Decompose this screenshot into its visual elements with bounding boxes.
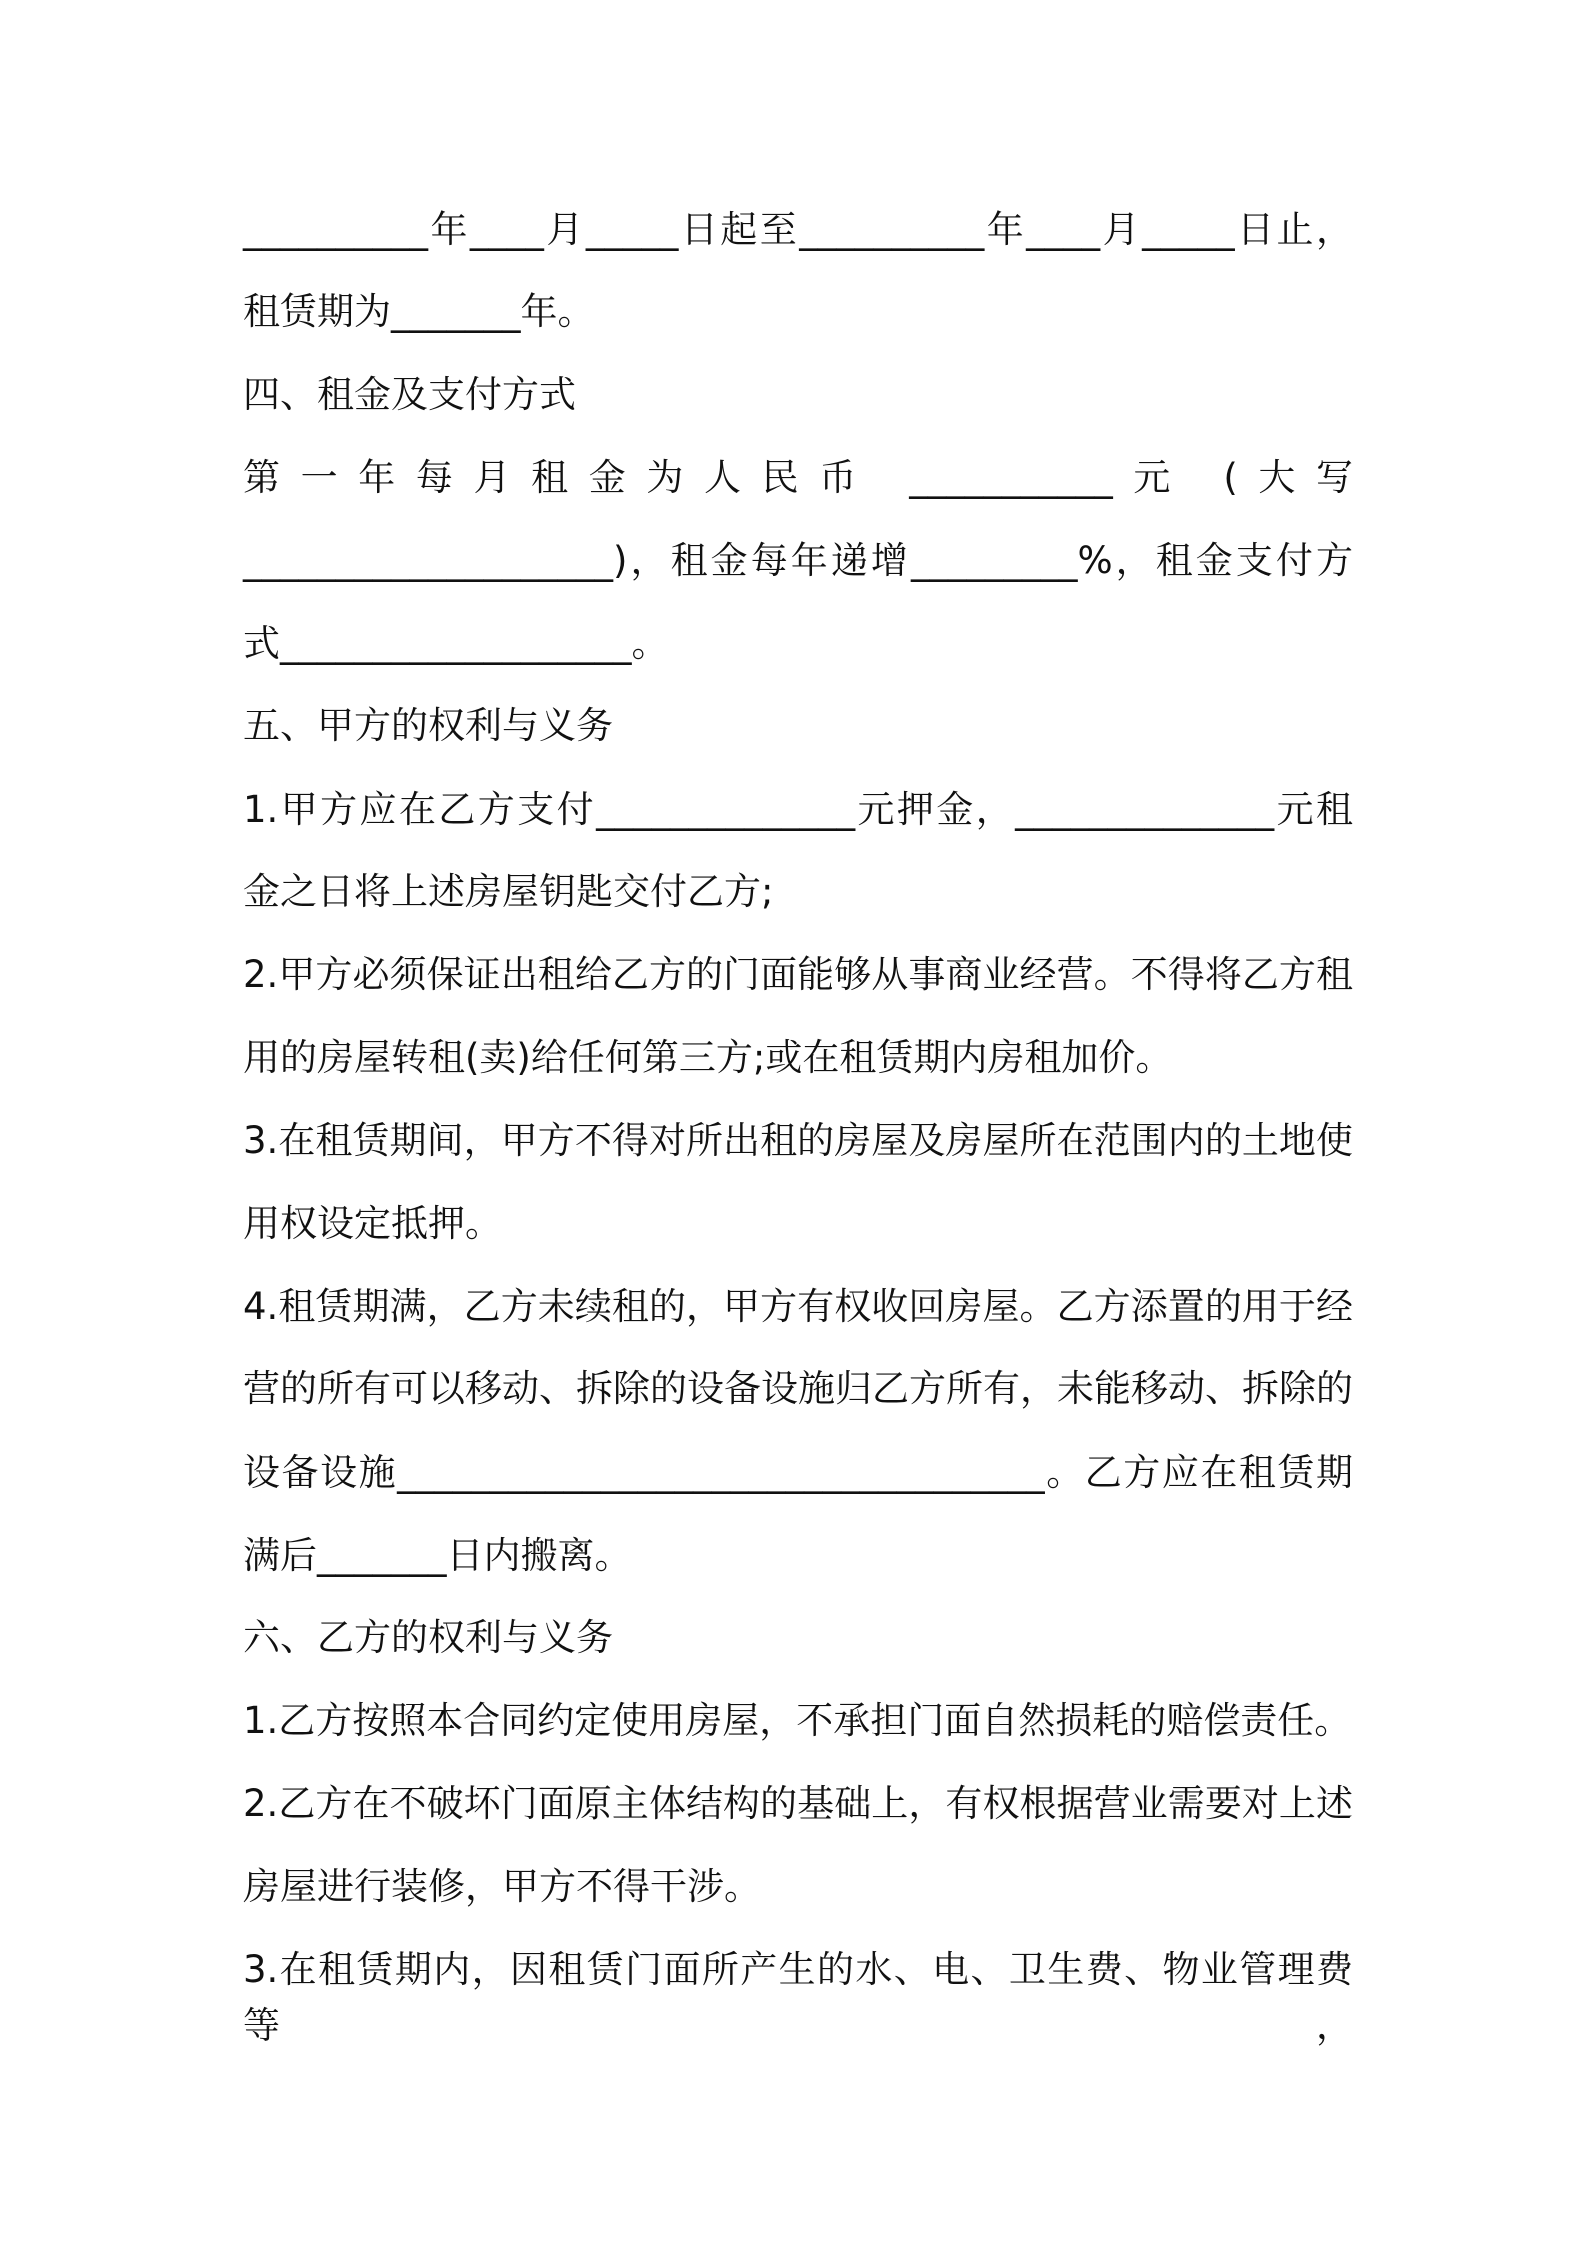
section-heading-party-a: 五、甲方的权利与义务 [243, 704, 613, 747]
party-a-clause-4-line-3: 设备设施___________________________________。乙方应在租赁期 [243, 1451, 1353, 1494]
party-b-clause-2-line-1: 2.乙方在不破坏门面原主体结构的基础上，有权根据营业需要对上述 [243, 1782, 1353, 1825]
rent-amount-line: 第一年每月租金为人民币 ___________元 (大写 [243, 456, 1353, 499]
section-heading-rent: 四、租金及支付方式 [243, 373, 576, 416]
party-b-clause-1: 1.乙方按照本合同约定使用房屋，不承担门面自然损耗的赔偿责任。 [243, 1699, 1352, 1742]
party-a-clause-1-line-1: 1.甲方应在乙方支付______________元押金，______________元租 [243, 788, 1353, 831]
party-a-clause-3-line-2: 用权设定抵押。 [243, 1202, 502, 1245]
payment-method-line: 式___________________。 [243, 622, 669, 665]
party-b-clause-3-line-1: 3.在租赁期内，因租赁门面所产生的水、电、卫生费、物业管理费等， [243, 1948, 1353, 2047]
party-a-clause-4-line-4: 满后_______日内搬离。 [243, 1534, 632, 1577]
party-a-clause-2-line-1: 2.甲方必须保证出租给乙方的门面能够从事商业经营。不得将乙方租 [243, 953, 1353, 996]
party-b-clause-2-line-2: 房屋进行装修，甲方不得干涉。 [243, 1865, 761, 1908]
lease-term-years-line: 租赁期为_______年。 [243, 290, 595, 333]
section-heading-party-b: 六、乙方的权利与义务 [243, 1616, 613, 1659]
party-a-clause-3-line-1: 3.在租赁期间，甲方不得对所出租的房屋及房屋所在范围内的土地使 [243, 1119, 1353, 1162]
party-a-clause-4-line-2: 营的所有可以移动、拆除的设备设施归乙方所有，未能移动、拆除的 [243, 1367, 1353, 1410]
party-a-clause-1-line-2: 金之日将上述房屋钥匙交付乙方; [243, 870, 774, 913]
party-a-clause-2-line-2: 用的房屋转租(卖)给任何第三方;或在租赁期内房租加价。 [243, 1036, 1173, 1079]
lease-term-dates-line: __________年____月_____日起至__________年____月_____日止， [243, 208, 1353, 251]
party-a-clause-4-line-1: 4.租赁期满，乙方未续租的，甲方有权收回房屋。乙方添置的用于经 [243, 1285, 1353, 1328]
rent-increase-line: ____________________)，租金每年递增_________%，租金支付方 [243, 539, 1353, 582]
